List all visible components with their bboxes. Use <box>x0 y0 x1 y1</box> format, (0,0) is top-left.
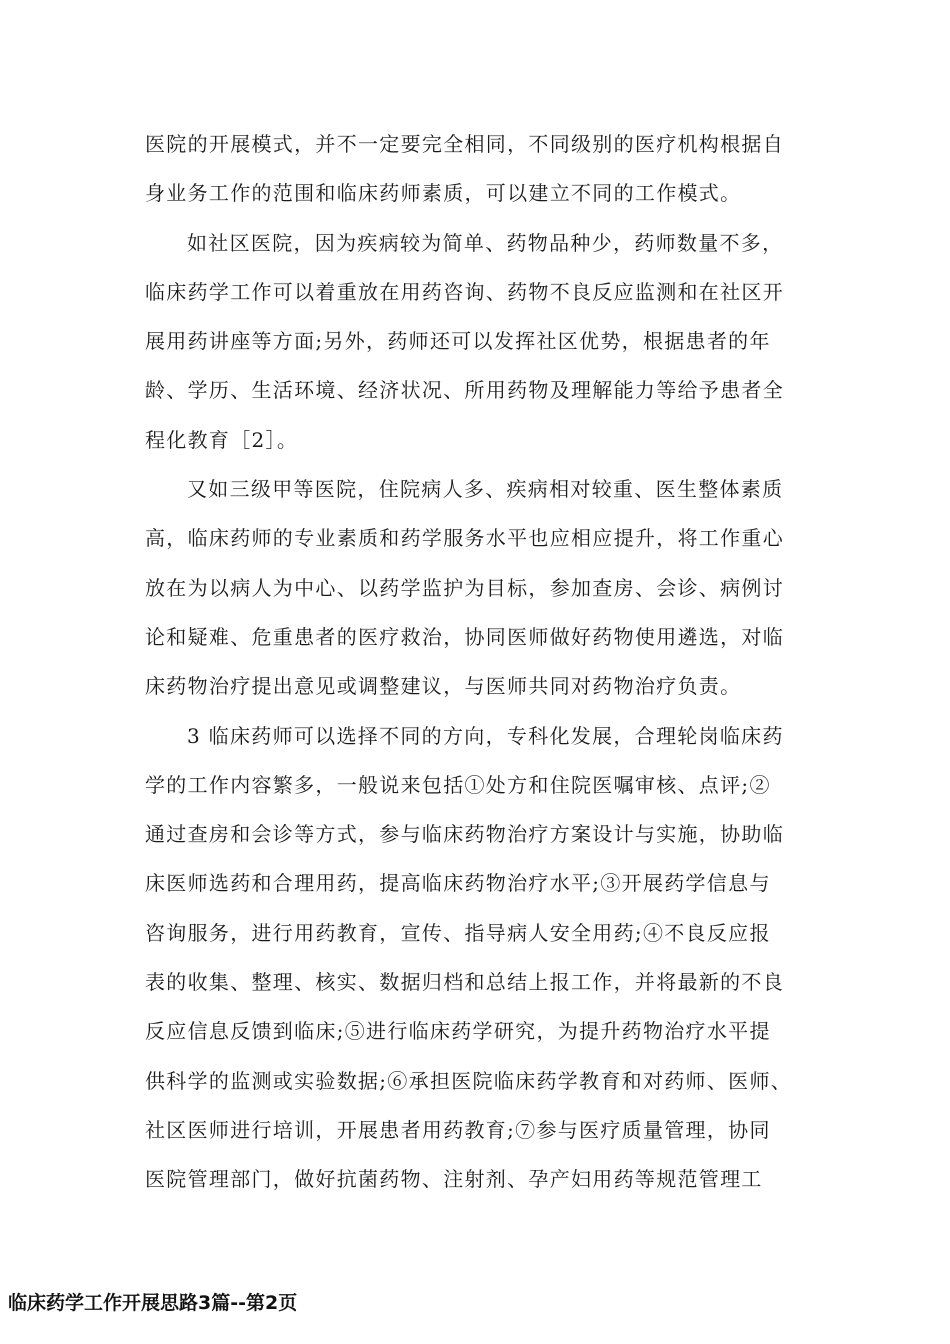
text-line: 医院管理部门，做好抗菌药物、注射剂、孕产妇用药等规范管理工 <box>145 1167 763 1192</box>
text-line: 表的收集、整理、核实、数据归档和总结上报工作，并将最新的不良 <box>145 970 784 995</box>
text-line-first: 又如三级甲等医院，住院病人多、疾病相对较重、医生整体素质 <box>187 477 784 502</box>
text-line: 程化教育［2］。 <box>145 427 299 452</box>
text-line: 高，临床药师的专业素质和药学服务水平也应相应提升，将工作重心 <box>145 526 784 551</box>
paragraph-2 <box>145 219 810 465</box>
text-line: 床药物治疗提出意见或调整建议，与医师共同对药物治疗负责。 <box>145 674 742 699</box>
text-line: 展用药讲座等方面;另外，药师还可以发挥社区优势，根据患者的年 <box>145 329 771 354</box>
text-line: 通过查房和会诊等方式，参与临床药物治疗方案设计与实施，协助临 <box>145 822 784 847</box>
text-line: 床医师选药和合理用药，提高临床药物治疗水平;③开展药学信息与 <box>145 871 771 896</box>
paragraph-1 <box>145 120 810 219</box>
text-line: 社区医师进行培训，开展患者用药教育;⑦参与医疗质量管理，协同 <box>145 1117 771 1142</box>
document-body <box>145 120 810 1205</box>
text-line: 临床药学工作可以着重放在用药咨询、药物不良反应监测和在社区开 <box>145 279 784 304</box>
text-line: 反应信息反馈到临床;⑤进行临床药学研究，为提升药物治疗水平提 <box>145 1019 771 1044</box>
text-line: 供科学的监测或实验数据;⑥承担医院临床药学教育和对药师、医师、 <box>145 1068 793 1093</box>
paragraph-3 <box>145 465 810 711</box>
page-footer: 临床药学工作开展思路3篇--第2页 <box>8 1292 298 1314</box>
text-line: 咨询服务，进行用药教育，宣传、指导病人安全用药;④不良反应报 <box>145 920 771 945</box>
text-line: 龄、学历、生活环境、经济状况、所用药物及理解能力等给予患者全 <box>145 378 784 403</box>
text-line: 身业务工作的范围和临床药师素质，可以建立不同的工作模式。 <box>145 181 742 206</box>
text-line-first: 如社区医院，因为疾病较为简单、药物品种少，药师数量不多， <box>187 230 784 255</box>
text-line: 学的工作内容繁多，一般说来包括①处方和住院医嘱审核、点评;② <box>145 772 771 797</box>
text-line: 论和疑难、危重患者的医疗救治，协同医师做好药物使用遴选，对临 <box>145 624 784 649</box>
text-line: 医院的开展模式，并不一定要完全相同，不同级别的医疗机构根据自 <box>145 132 784 156</box>
text-line: 放在为以病人为中心、以药学监护为目标，参加查房、会诊、病例讨 <box>145 575 784 600</box>
text-line-first: 3 临床药师可以选择不同的方向，专科化发展，合理轮岗临床药 <box>187 723 784 748</box>
paragraph-4 <box>145 712 810 1205</box>
